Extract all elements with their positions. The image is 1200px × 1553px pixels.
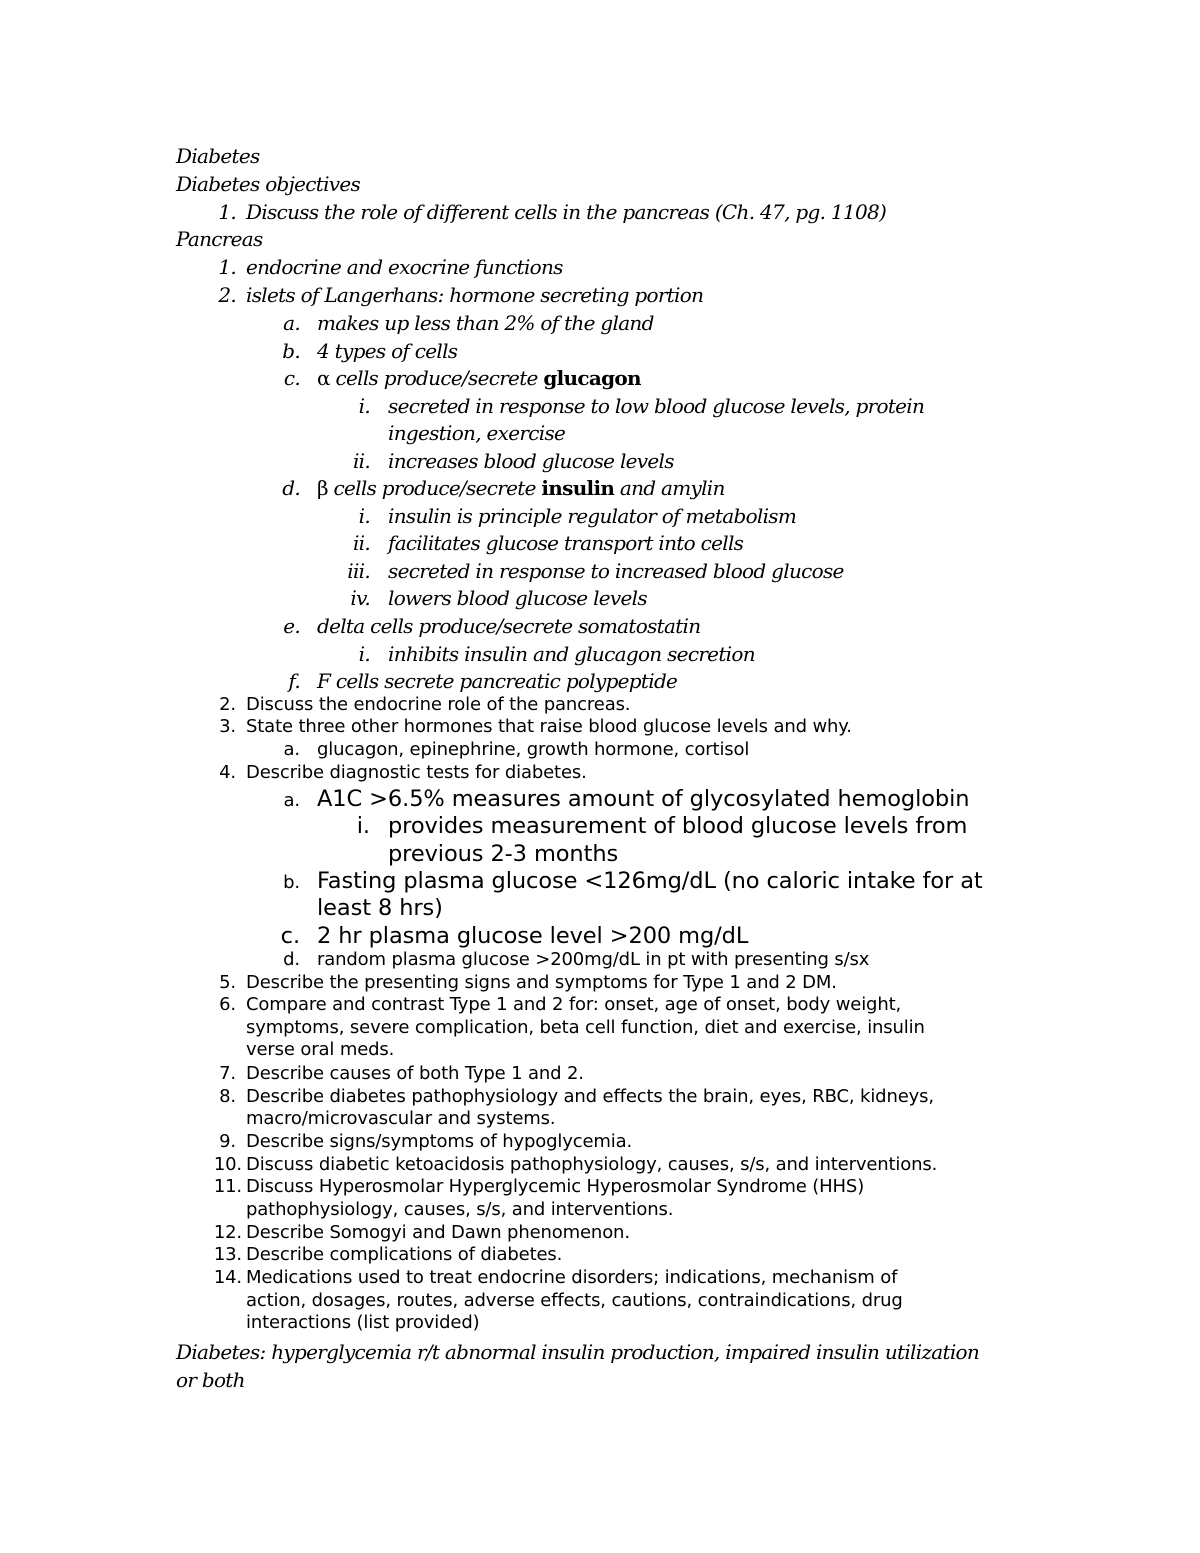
list-item [212, 974, 837, 992]
list-number: 6. [219, 994, 236, 1015]
list-item [340, 644, 755, 664]
list-number: 3. [219, 716, 236, 737]
list-number: 2. [219, 694, 236, 715]
list-letter: c. [280, 923, 300, 949]
list-text: provides measurement of blood glucose levels from [388, 813, 968, 839]
list-text: Discuss diabetic ketoacidosis pathophysiology, causes, s/s, and interventions. [246, 1154, 938, 1175]
list-text: Describe Somogyi and Dawn phenomenon. [246, 1222, 630, 1243]
list-text: Medications used to treat endocrine disorders; indications, mechanism of [246, 1267, 898, 1288]
list-item [276, 616, 700, 636]
list-item [212, 202, 886, 222]
list-text: facilitates glucose transport into cells [388, 531, 744, 555]
list-number: 8. [219, 1086, 236, 1107]
list-letter: e. [283, 614, 300, 638]
list-text: Describe signs/symptoms of hypoglycemia. [246, 1131, 633, 1152]
objectives-heading: Diabetes objectives [176, 172, 361, 196]
list-text: Fasting plasma glucose <126mg/dL (no caloric intake for at [317, 868, 983, 894]
list-item [212, 1065, 584, 1083]
list-item [276, 313, 654, 333]
list-number: 2. [218, 283, 236, 307]
list-letter: d. [282, 476, 300, 500]
list-item [340, 533, 743, 553]
list-item [340, 451, 674, 471]
bold-term-insulin: insulin [541, 476, 615, 500]
list-number: 4. [219, 762, 236, 783]
list-item [212, 764, 587, 782]
list-number: 14. [213, 1267, 242, 1288]
list-text: delta cells produce/secrete somatostatin [317, 614, 701, 638]
list-text: F cells secrete pancreatic polypeptide [317, 669, 678, 693]
list-number: 1. [218, 255, 236, 279]
list-item [340, 815, 967, 838]
list-text: secreted in response to increased blood glucose [388, 559, 844, 583]
list-number: 10. [213, 1154, 242, 1175]
list-text: Discuss the endocrine role of the pancreas. [246, 694, 631, 715]
list-text: random plasma glucose >200mg/dL in pt with presenting s/sx [317, 949, 870, 970]
list-text: increases blood glucose levels [388, 449, 674, 473]
list-item [276, 671, 677, 691]
list-item [212, 257, 563, 277]
list-text-continued: pathophysiology, causes, s/s, and interventions. [246, 1199, 674, 1220]
list-item [276, 478, 725, 498]
list-text-continued: ingestion, exercise [388, 421, 566, 445]
list-item [340, 588, 647, 608]
list-number: 13. [213, 1244, 242, 1265]
list-item [212, 1269, 897, 1287]
list-roman: i. [356, 813, 370, 839]
list-text: insulin is principle regulator of metabolism [388, 504, 797, 528]
beta-symbol: β [317, 476, 328, 500]
list-text: islets of Langerhans: hormone secreting portion [246, 283, 704, 307]
list-text-continued: symptoms, severe complication, beta cell function, diet and exercise, insulin [246, 1017, 925, 1038]
list-number: 9. [219, 1131, 236, 1152]
list-letter: b. [282, 339, 300, 363]
summary-line: Diabetes: hyperglycemia r/t abnormal insulin production, impaired insulin utilization [176, 1340, 980, 1364]
list-text: glucagon, epinephrine, growth hormone, cortisol [317, 739, 750, 760]
list-item [212, 285, 703, 305]
list-roman: i. [358, 394, 370, 418]
list-text: makes up less than 2% of the gland [317, 311, 654, 335]
list-item [276, 341, 457, 361]
list-text-continued: macro/microvascular and systems. [246, 1108, 556, 1129]
list-letter: a. [283, 311, 300, 335]
list-item [212, 1156, 937, 1174]
list-letter: f. [288, 669, 300, 693]
list-item [212, 1088, 934, 1106]
list-letter: c. [283, 366, 300, 390]
list-item [276, 951, 869, 969]
list-text-continued: previous 2-3 months [388, 841, 619, 867]
list-text: Describe the presenting signs and symptoms for Type 1 and 2 DM. [246, 972, 837, 993]
list-text: cells produce/secrete [335, 366, 538, 390]
page-title: Diabetes [176, 144, 260, 168]
list-text: A1C >6.5% measures amount of glycosylated hemoglobin [317, 786, 970, 812]
list-roman: i. [358, 642, 370, 666]
list-roman: iii. [347, 559, 370, 583]
list-text: State three other hormones that raise blood glucose levels and why. [246, 716, 852, 737]
list-item [276, 368, 641, 388]
list-number: 1. [218, 200, 236, 224]
list-text: 4 types of cells [317, 339, 458, 363]
list-text: secreted in response to low blood glucose levels, protein [388, 394, 925, 418]
list-text: Describe diagnostic tests for diabetes. [246, 762, 587, 783]
list-item [276, 925, 748, 948]
list-letter: a. [283, 739, 300, 760]
summary-line-continued: or both [176, 1368, 245, 1392]
list-item [276, 741, 749, 759]
list-item [212, 1246, 562, 1264]
list-text: endocrine and exocrine functions [246, 255, 563, 279]
list-item [212, 1224, 630, 1242]
list-number: 12. [213, 1222, 242, 1243]
list-item [276, 870, 983, 893]
list-text: cells produce/secrete [333, 476, 536, 500]
list-roman: ii. [352, 531, 370, 555]
list-text: Describe causes of both Type 1 and 2. [246, 1063, 584, 1084]
list-item [276, 788, 969, 811]
list-text: Describe complications of diabetes. [246, 1244, 563, 1265]
list-text: Describe diabetes pathophysiology and effects the brain, eyes, RBC, kidneys, [246, 1086, 934, 1107]
list-text: inhibits insulin and glucagon secretion [388, 642, 755, 666]
list-text-continued: verse oral meds. [246, 1039, 395, 1060]
list-text: and amylin [619, 476, 725, 500]
list-roman: i. [358, 504, 370, 528]
list-item [340, 396, 924, 416]
list-number: 11. [213, 1176, 242, 1197]
list-item [212, 696, 630, 714]
list-text: Discuss Hyperosmolar Hyperglycemic Hyperosmolar Syndrome (HHS) [246, 1176, 865, 1197]
list-item [212, 996, 901, 1014]
list-item [212, 718, 852, 736]
list-text: Discuss the role of different cells in the pancreas (Ch. 47, pg. 1108) [246, 200, 887, 224]
bold-term-glucagon: glucagon [543, 366, 641, 390]
list-text: lowers blood glucose levels [388, 586, 647, 610]
list-text-continued: interactions (list provided) [246, 1312, 480, 1333]
list-text: Compare and contrast Type 1 and 2 for: onset, age of onset, body weight, [246, 994, 902, 1015]
list-item [340, 506, 796, 526]
list-text-continued: least 8 hrs) [317, 895, 443, 921]
section-heading: Pancreas [176, 227, 263, 251]
list-roman: iv. [350, 586, 370, 610]
list-item [212, 1178, 864, 1196]
list-letter: a. [283, 790, 300, 811]
list-letter: d. [283, 949, 300, 970]
list-item [340, 561, 844, 581]
list-text: 2 hr plasma glucose level >200 mg/dL [317, 923, 749, 949]
list-roman: ii. [352, 449, 370, 473]
list-letter: b. [283, 872, 300, 893]
list-item [212, 1133, 632, 1151]
list-text-continued: action, dosages, routes, adverse effects, cautions, contraindications, drug [246, 1290, 903, 1311]
list-number: 7. [219, 1063, 236, 1084]
alpha-symbol: α [317, 366, 330, 390]
list-number: 5. [219, 972, 236, 993]
